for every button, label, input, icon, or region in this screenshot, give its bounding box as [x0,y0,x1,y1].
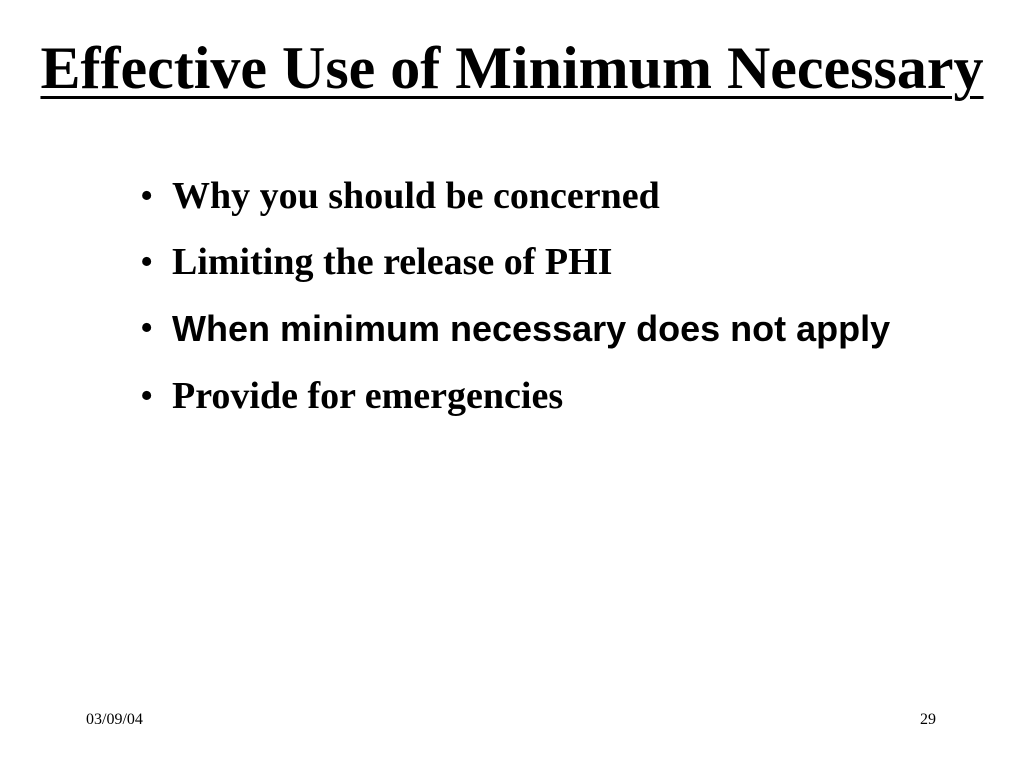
bullet-text: Limiting the release of PHI [172,241,613,283]
bullet-icon: • [140,241,154,283]
bullet-list [140,170,970,436]
bullet-icon: • [140,175,154,217]
bullet-item [140,370,970,422]
page-number: 29 [920,711,936,728]
bullet-icon: • [140,307,154,349]
bullet-item [140,302,970,356]
bullet-text: When minimum necessary does not apply [172,308,891,349]
bullet-text: Why you should be concerned [172,175,660,217]
bullet-item [140,236,970,288]
slide-title: Effective Use of Minimum Necessary [40,35,984,101]
footer-date: 03/09/04 [86,711,143,728]
bullet-text: Provide for emergencies [172,375,564,417]
bullet-item [140,170,970,222]
bullet-icon: • [140,375,154,417]
